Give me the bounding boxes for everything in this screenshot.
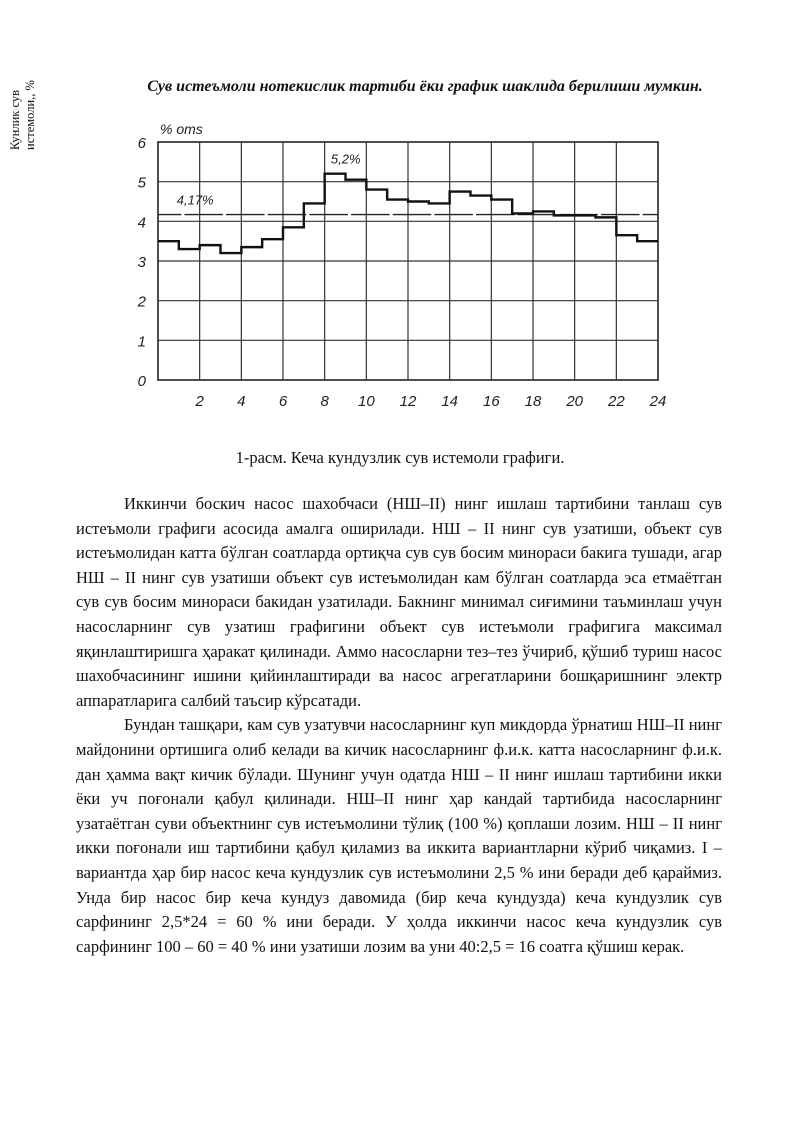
average-line-dot <box>265 213 268 216</box>
x-tick-label: 16 <box>482 393 500 410</box>
paragraph: Бундан ташқари, кам сув узатувчи насосларнинг куп микдорда ўрнатиш НШ–II нинг майдонини ортишига олиб келади ва кичик насосларнинг ф.и.к. катта насосларнинг ф.и.к. дан ҳамма вақт кичик бўлади. Шунинг учун одатда НШ – II нинг ишлаш тартибини икки ёки уч поғонали қабул қилинади. НШ–II нинг ҳар кандай тартибида насосларнинг узатаётган суви объектнинг сув истеъмолини тўлиқ (100 %) қоплаши лозим. НШ – II нинг икки поғонали иш тартибини қабул қиламиз ва иккита вариантларни кўриб чиқамиз. I – вариантда ҳар бир насос кеча кундузлик сув истеъмолини 2,5 % ини беради деб қараймиз. Унда бир насос бир кеча кундуз давомида (бир кеча кундузда) кеча кундузлик сув сарфининг 2,5*24 = 60 % ини беради. У ҳолда иккинчи насос кеча кундузлик сув сарфининг 100 – 60 = 40 % ини узатиши лозим ва уни 40:2,5 = 16 соатга қўшиш керак. <box>76 715 722 956</box>
y-tick-label: 0 <box>137 373 146 390</box>
average-line-dot <box>390 213 393 216</box>
y-tick-label: 4 <box>137 214 146 232</box>
x-tick-label: 24 <box>649 393 667 410</box>
figure-caption: 1-расм. Кеча кундузлик сув истемоли графиги. <box>235 448 565 467</box>
side-label-line-1: Кунлик сув <box>8 90 22 150</box>
average-line-dot <box>473 213 476 216</box>
average-line-dot <box>431 213 434 216</box>
section-heading: Сув истеъмоли нотекислик тартиби ёки график шаклида берилиши мумкин. <box>147 78 703 95</box>
average-line-dot <box>598 213 601 216</box>
y-tick-label: 3 <box>137 254 146 271</box>
average-line-dot <box>306 213 309 216</box>
y-tick-label: 6 <box>137 135 146 152</box>
x-tick-label: 12 <box>399 393 417 410</box>
x-tick-label: 22 <box>607 393 625 410</box>
body-text <box>76 492 722 959</box>
x-tick-label: 18 <box>524 393 542 410</box>
water-consumption-chart <box>132 118 672 418</box>
side-axis-label <box>8 40 52 150</box>
x-tick-label: 4 <box>237 393 246 410</box>
average-line-dot <box>640 213 643 216</box>
x-tick-label: 10 <box>357 393 375 410</box>
side-label-line-2: истемоли,, % <box>23 80 37 150</box>
y-axis-label: % oms <box>160 121 203 137</box>
y-tick-label: 1 <box>137 333 146 351</box>
annotation-label: 5,2% <box>330 151 361 167</box>
y-tick-label: 2 <box>137 293 146 311</box>
average-line-dot <box>348 213 351 216</box>
annotation-label: 4,17% <box>176 192 214 208</box>
average-line-dot <box>181 213 184 216</box>
x-tick-label: 2 <box>195 393 204 410</box>
average-line-dot <box>223 213 226 216</box>
x-tick-label: 20 <box>566 393 584 410</box>
x-tick-label: 6 <box>278 393 288 410</box>
x-tick-label: 14 <box>441 393 459 410</box>
y-tick-label: 5 <box>137 174 146 192</box>
paragraph: Иккинчи боскич насос шахобчаси (НШ–II) нинг ишлаш тартибини танлаш сув истеъмоли графиги асосида амалга оширилади. НШ – II нинг сув узатиши, объект сув истеъмолидан катта бўлган соатларда ортиқча сув сув босим минораси бакига тушади, агар НШ – II нинг сув узатиши объект сув истеъмолидан кам бўлган соатларда эса етмаётган сув сув босим минораси бакидан узатилади. Бакнинг минимал сиғимини таъминлаш учун насосларнинг сув узатиш графигини объект сув истеъмоли графигига максимал яқинлаштиришга ҳаракат қилинади. Аммо насосларни тез–тез ўчириб, қўшиб туриш насос шахобчасининг ишини қийинлаштиради ва насос агрегатларини бошқаришнинг электр аппаратларига салбий таъсир кўрсатади. <box>76 494 722 710</box>
chart-svg <box>132 118 672 418</box>
x-tick-label: 8 <box>320 393 329 410</box>
